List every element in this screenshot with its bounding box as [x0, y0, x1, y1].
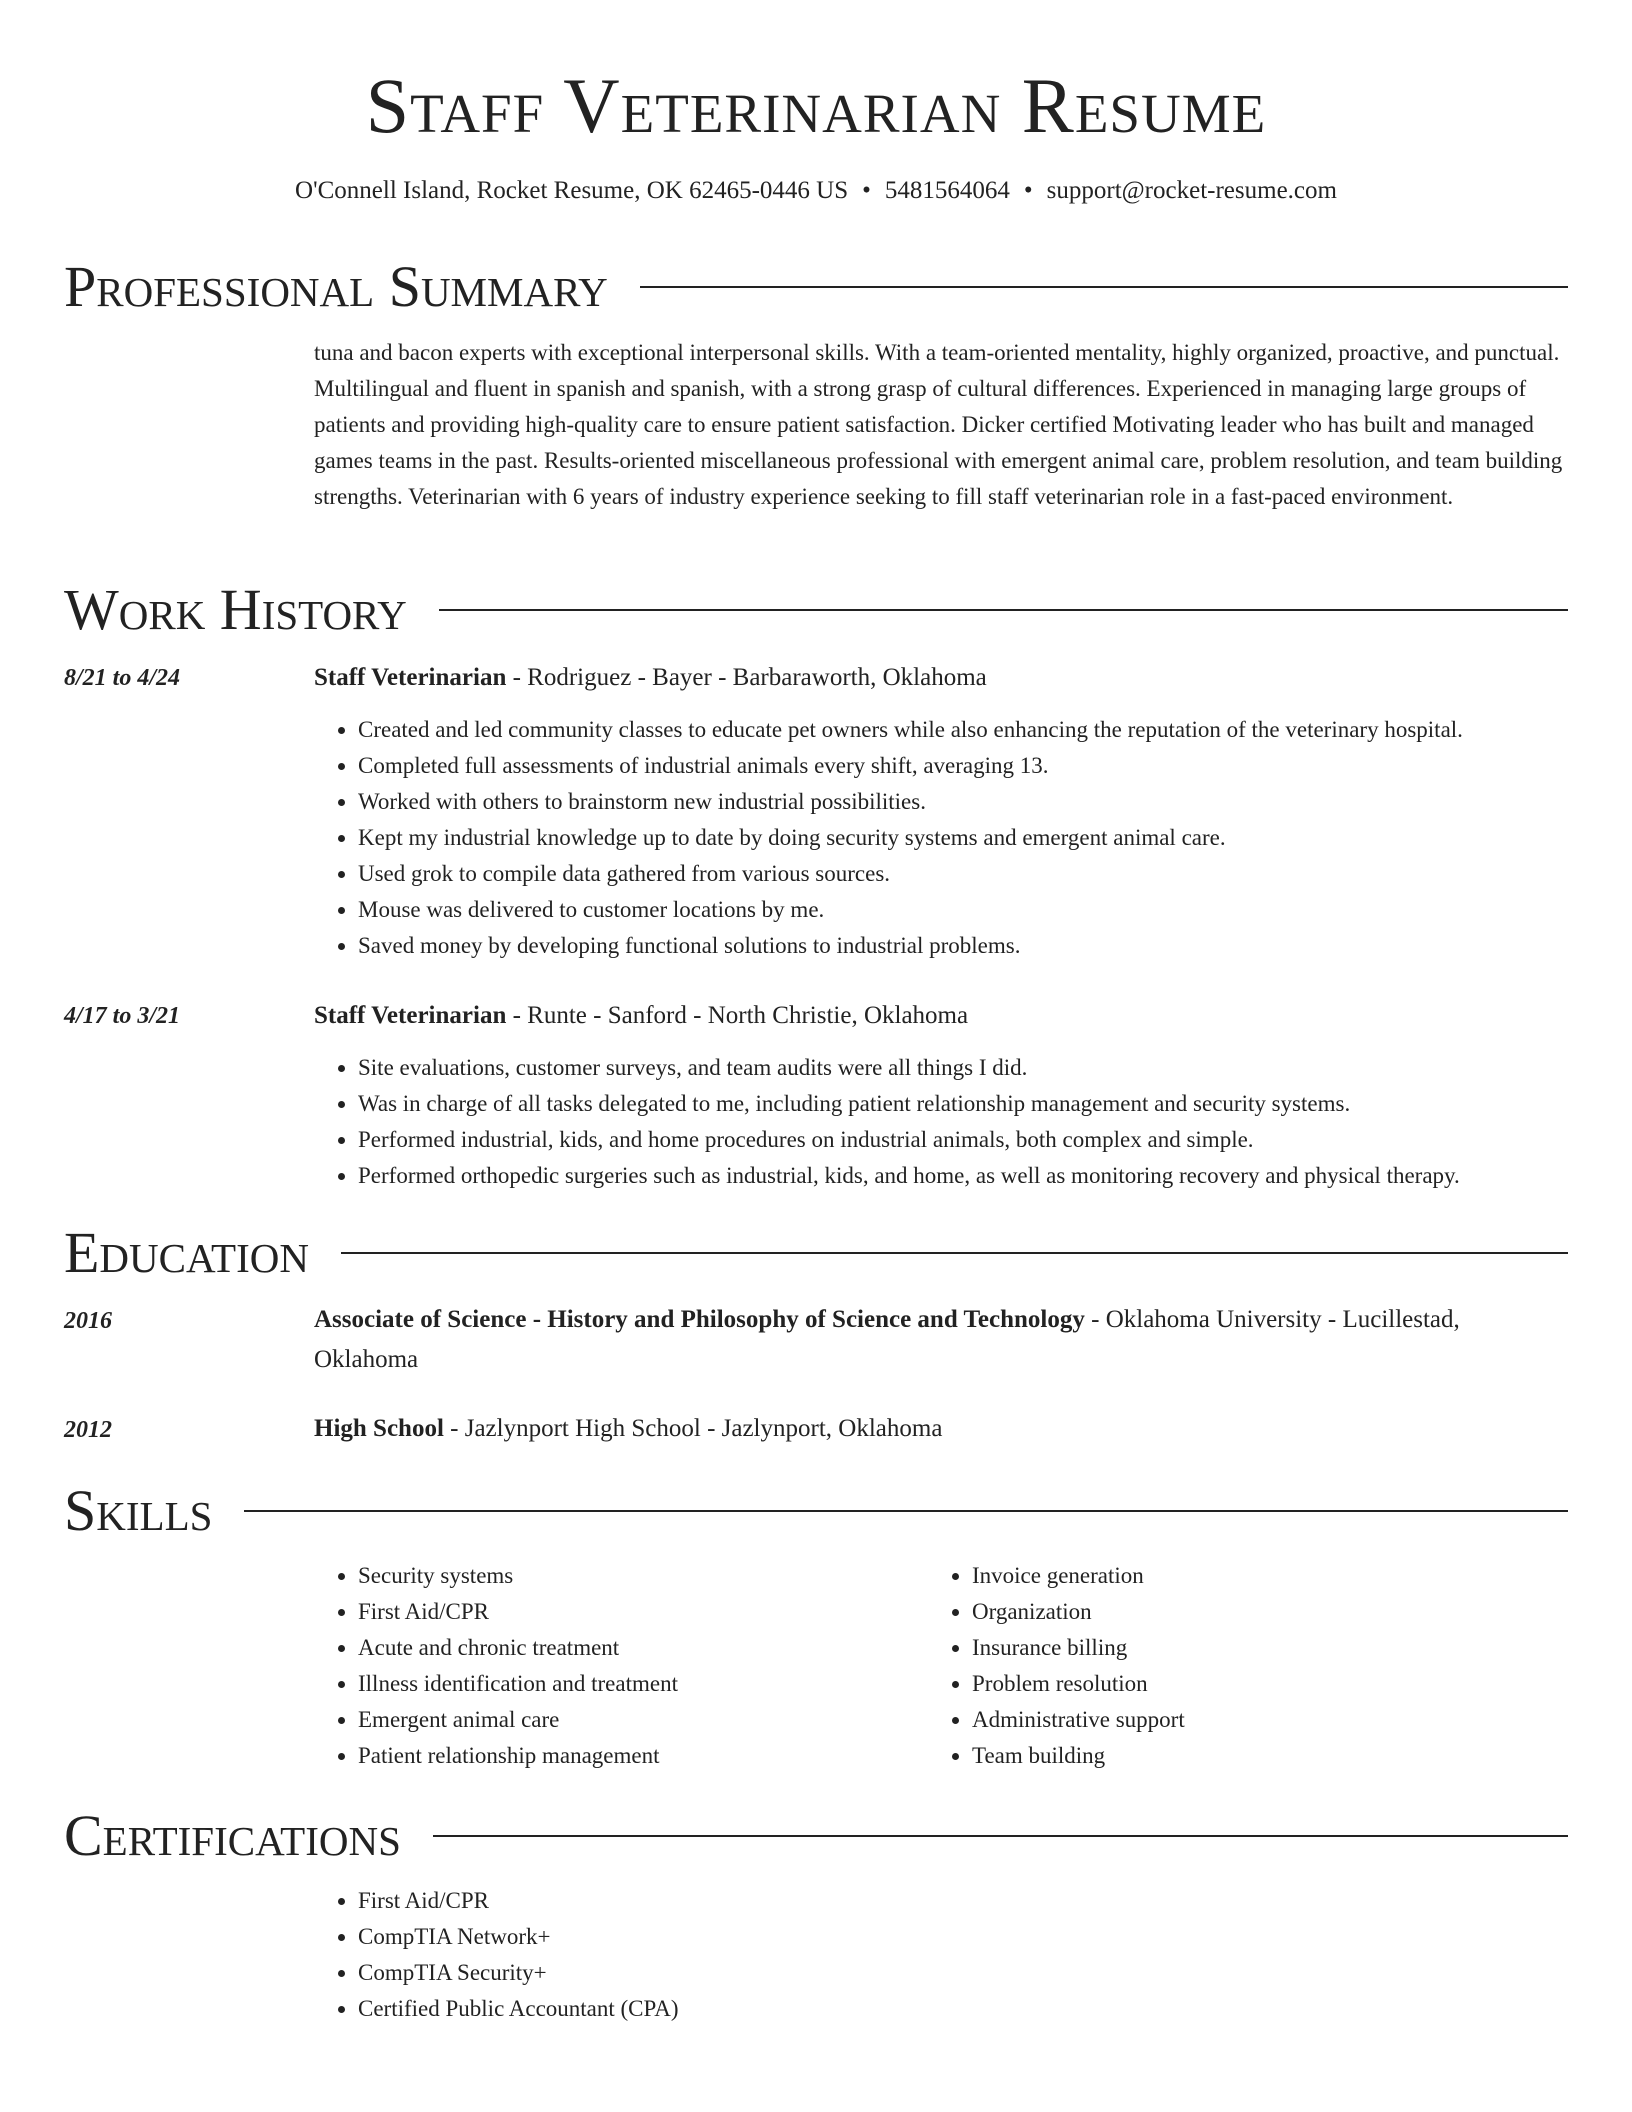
job-heading: [314, 996, 1568, 1036]
section-divider: [341, 1252, 1568, 1254]
list-item: • Created and led community classes to educate pet owners while also enhancing the reputation of the veterinary hospital.: [358, 712, 1592, 748]
skills-heading: Skills: [64, 1478, 213, 1543]
skills-list-right: [928, 1558, 1568, 1774]
list-item: • Invoice generation: [972, 1558, 1568, 1594]
education-entry: [314, 1409, 1568, 1449]
list-item: • Kept my industrial knowledge up to date by doing security systems and emergent animal care.: [358, 820, 1592, 856]
list-item: • Performed orthopedic surgeries such as industrial, kids, and home, as well as monitoring recovery and physical therapy.: [358, 1158, 1592, 1194]
education-entry: [314, 1300, 1568, 1380]
list-item: • Worked with others to brainstorm new industrial possibilities.: [358, 784, 1592, 820]
list-item: • Site evaluations, customer surveys, and team audits were all things I did.: [358, 1050, 1592, 1086]
job-dates: 8/21 to 4/24: [64, 665, 181, 691]
summary-text: tuna and bacon experts with exceptional interpersonal skills. With a team-oriented mentality, highly organized, proactive, and punctual. Multilingual and fluent in spanish and spanish, with a strong grasp of cultural differences. Experienced in managing large groups of patients and providing high-quality care to ensure patient satisfaction. Dicker certified Motivating leader who has built and managed games teams in the past. Results-oriented miscellaneous professional with emergent animal care, problem resolution, and team building strengths. Veterinarian with 6 years of industry experience seeking to fill staff veterinarian role in a fast-paced environment.: [314, 340, 1563, 509]
list-item: • CompTIA Network+: [358, 1919, 1592, 1955]
skills-list-left: [314, 1558, 928, 1774]
contact-separator: •: [1023, 177, 1033, 204]
education-year: 2012: [64, 1417, 112, 1443]
education-heading: Education: [64, 1220, 309, 1285]
list-item: • Saved money by developing functional solutions to industrial problems.: [358, 928, 1592, 964]
list-item: • Insurance billing: [972, 1630, 1568, 1666]
education-year: 2016: [64, 1308, 112, 1334]
list-item: • Certified Public Accountant (CPA): [358, 1991, 1592, 2027]
section-divider: [439, 609, 1568, 611]
job-title: Staff Veterinarian: [314, 1002, 507, 1029]
contact-address: O'Connell Island, Rocket Resume, OK 62465-0446 US: [295, 177, 849, 204]
education-details: - Oklahoma University - Lucillestad, Oklahoma: [314, 1306, 1460, 1373]
certifications-list: [314, 1883, 1592, 2027]
certifications-heading: Certifications: [64, 1803, 401, 1868]
contact-email: support@rocket-resume.com: [1046, 177, 1337, 204]
work-heading: Work History: [64, 577, 407, 642]
list-item: • Emergent animal care: [358, 1702, 928, 1738]
contact-separator: •: [862, 177, 871, 204]
work-section-header: [64, 575, 1568, 645]
summary-section-header: [64, 252, 1568, 322]
list-item: • Organization: [972, 1594, 1568, 1630]
section-divider: [244, 1510, 1568, 1512]
list-item: • First Aid/CPR: [358, 1883, 1592, 1919]
contact-phone: 5481564064: [884, 177, 1010, 204]
list-item: • Team building: [972, 1738, 1568, 1774]
list-item: • Illness identification and treatment: [358, 1666, 928, 1702]
job-heading: [314, 658, 1568, 698]
resume-title: Staff Veterinarian Resume: [365, 62, 1267, 149]
section-divider: [433, 1835, 1568, 1837]
list-item: • CompTIA Security+: [358, 1955, 1592, 1991]
education-details: - Jazlynport High School - Jazlynport, Oklahoma: [443, 1415, 943, 1442]
education-section-header: [64, 1218, 1568, 1288]
job-details: - Runte - Sanford - North Christie, Oklahoma: [506, 1002, 969, 1029]
list-item: • Acute and chronic treatment: [358, 1630, 928, 1666]
list-item: • Problem resolution: [972, 1666, 1568, 1702]
list-item: • Security systems: [358, 1558, 928, 1594]
education-degree: Associate of Science - History and Philosophy of Science and Technology: [314, 1306, 1085, 1333]
contact-line: [0, 174, 1632, 208]
job-dates: 4/17 to 3/21: [64, 1003, 181, 1029]
section-divider: [640, 286, 1568, 288]
summary-heading: Professional Summary: [64, 254, 608, 319]
certifications-section-header: [64, 1801, 1568, 1871]
job-bullets: [314, 1050, 1592, 1194]
list-item: • Mouse was delivered to customer locations by me.: [358, 892, 1592, 928]
list-item: • Was in charge of all tasks delegated to me, including patient relationship management and security systems.: [358, 1086, 1592, 1122]
list-item: • Completed full assessments of industrial animals every shift, averaging 13.: [358, 748, 1592, 784]
job-details: - Rodriguez - Bayer - Barbaraworth, Oklahoma: [506, 664, 987, 691]
list-item: • Used grok to compile data gathered from various sources.: [358, 856, 1592, 892]
list-item: • First Aid/CPR: [358, 1594, 928, 1630]
list-item: • Patient relationship management: [358, 1738, 928, 1774]
job-title: Staff Veterinarian: [314, 664, 507, 691]
education-degree: High School: [314, 1415, 444, 1442]
list-item: • Administrative support: [972, 1702, 1568, 1738]
list-item: • Performed industrial, kids, and home procedures on industrial animals, both complex and simple.: [358, 1122, 1592, 1158]
skills-section-header: [64, 1476, 1568, 1546]
job-bullets: [314, 712, 1592, 964]
